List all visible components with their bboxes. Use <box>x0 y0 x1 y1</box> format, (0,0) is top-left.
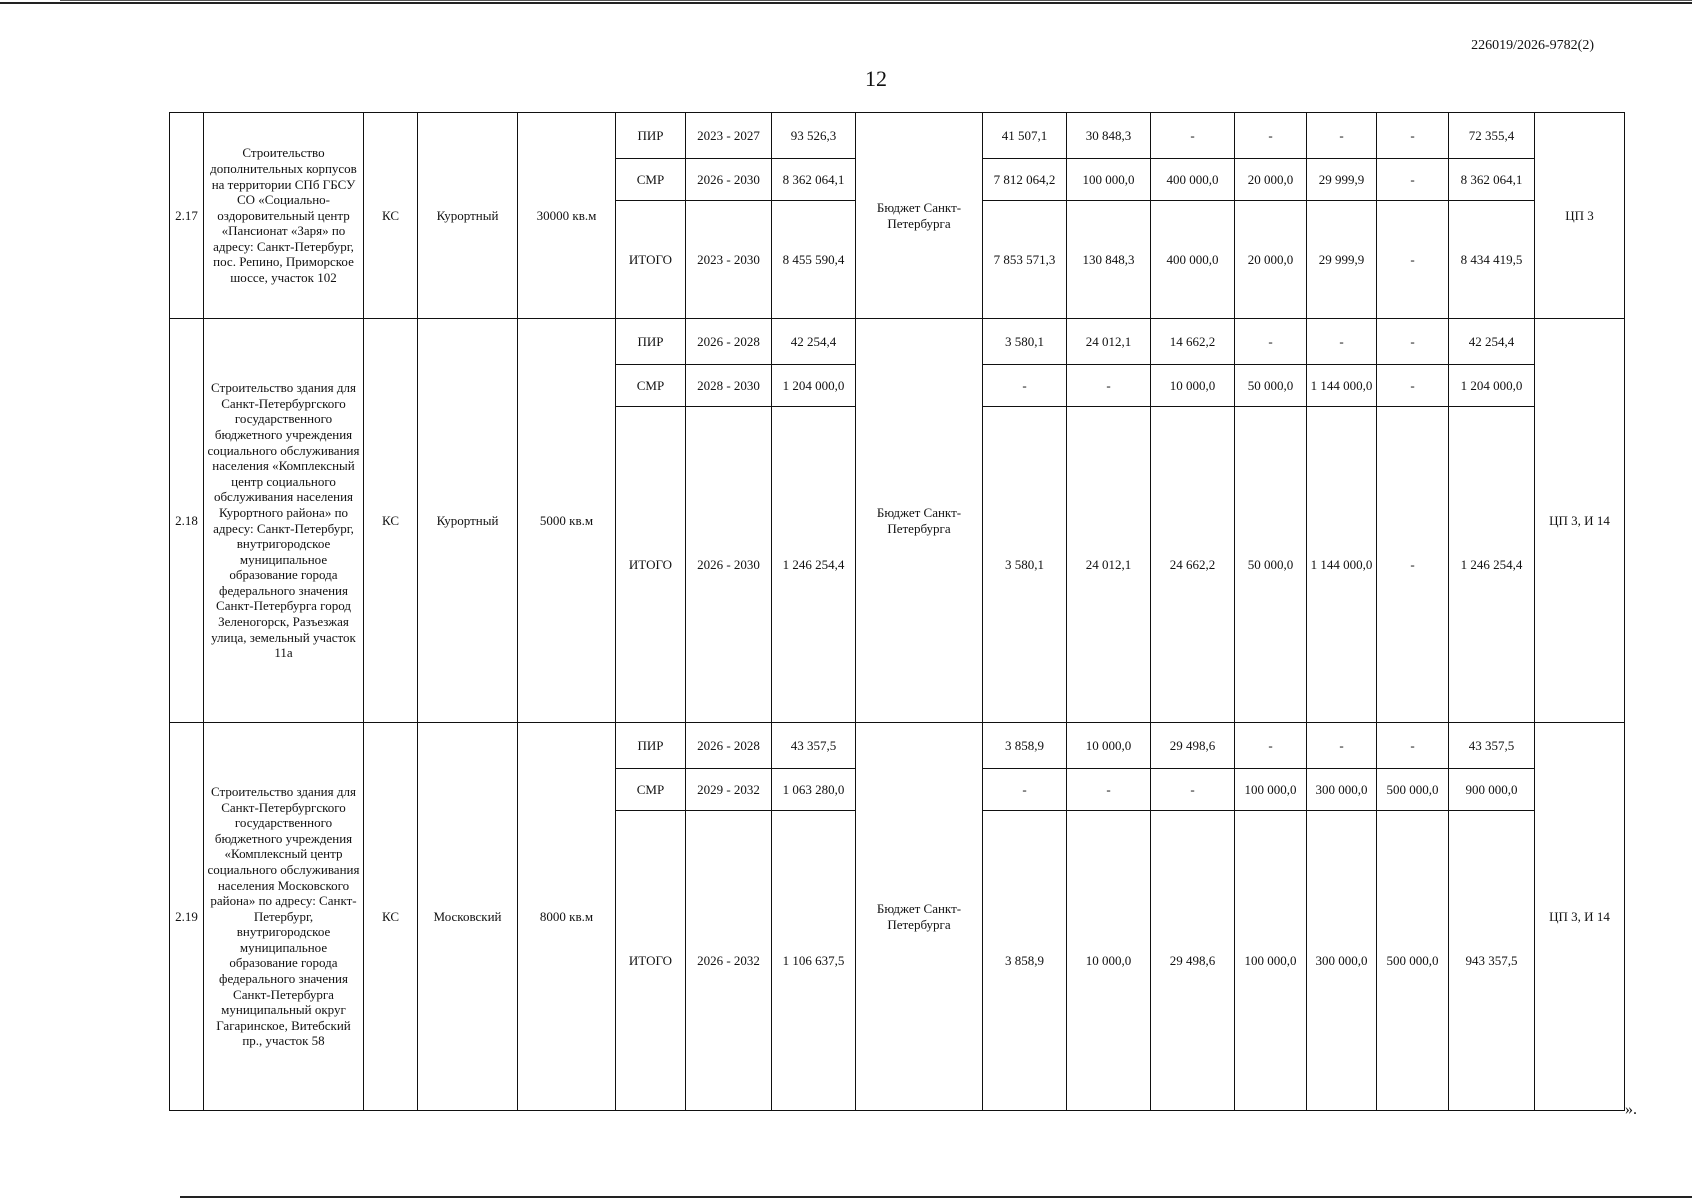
year6-cell: - <box>1377 201 1449 319</box>
year3-cell: 29 498,6 <box>1151 811 1235 1111</box>
stage-cell: СМР <box>616 159 686 201</box>
capacity-cell: 30000 кв.м <box>518 113 616 319</box>
period-cell: 2029 - 2032 <box>686 769 772 811</box>
page-number: 12 <box>865 66 887 91</box>
document-id: 226019/2026-9782(2) <box>1471 38 1594 53</box>
total-cell: 1 106 637,5 <box>772 811 856 1111</box>
year1-cell: 7 812 064,2 <box>983 159 1067 201</box>
type-cell: КС <box>364 319 418 723</box>
object-name-cell: Строительство здания для Санкт-Петербургского государственного бюджетного учреждения социального обслуживания населения «Комплексный центр социального обслуживания населения Курортного района» по адресу: Санкт-Петербург, внутригородское муниципальное образование города федерального значения Санкт-Петербурга город Зеленогорск, Разъезжая улица, земельный участок 11а <box>204 319 364 723</box>
year5-cell: - <box>1307 723 1377 769</box>
period-cell: 2026 - 2030 <box>686 407 772 723</box>
funding-source-cell: Бюджет Санкт-Петербурга <box>856 319 983 723</box>
year2-cell: - <box>1067 769 1151 811</box>
year5-cell: - <box>1307 113 1377 159</box>
sum-cell: 900 000,0 <box>1449 769 1535 811</box>
year2-cell: 24 012,1 <box>1067 407 1151 723</box>
year6-cell: - <box>1377 159 1449 201</box>
year3-cell: - <box>1151 113 1235 159</box>
year1-cell: 3 580,1 <box>983 407 1067 723</box>
sum-cell: 8 434 419,5 <box>1449 201 1535 319</box>
year2-cell: - <box>1067 365 1151 407</box>
year3-cell: 24 662,2 <box>1151 407 1235 723</box>
type-cell: КС <box>364 723 418 1111</box>
year4-cell: 50 000,0 <box>1235 365 1307 407</box>
stage-cell: ИТОГО <box>616 407 686 723</box>
year1-cell: 3 580,1 <box>983 319 1067 365</box>
program-cell: ЦП 3 <box>1535 113 1625 319</box>
total-cell: 42 254,4 <box>772 319 856 365</box>
total-cell: 43 357,5 <box>772 723 856 769</box>
district-cell: Курортный <box>418 319 518 723</box>
year6-cell: 500 000,0 <box>1377 811 1449 1111</box>
period-cell: 2023 - 2027 <box>686 113 772 159</box>
period-cell: 2026 - 2032 <box>686 811 772 1111</box>
object-name-cell: Строительство здания для Санкт-Петербургского государственного бюджетного учреждения «Комплексный центр социального обслуживания населения Московского района» по адресу: Санкт-Петербург, внутригородское муниципальное образование города федерального значения Санкт-Петербурга муниципальный округ Гагаринское, Витебский пр., участок 58 <box>204 723 364 1111</box>
item-number-cell: 2.19 <box>170 723 204 1111</box>
year4-cell: 20 000,0 <box>1235 159 1307 201</box>
district-cell: Курортный <box>418 113 518 319</box>
year1-cell: 41 507,1 <box>983 113 1067 159</box>
stage-cell: ИТОГО <box>616 201 686 319</box>
year5-cell: 300 000,0 <box>1307 769 1377 811</box>
stage-cell: ПИР <box>616 319 686 365</box>
year3-cell: 14 662,2 <box>1151 319 1235 365</box>
sum-cell: 8 362 064,1 <box>1449 159 1535 201</box>
period-cell: 2028 - 2030 <box>686 365 772 407</box>
year3-cell: 400 000,0 <box>1151 159 1235 201</box>
year5-cell: 1 144 000,0 <box>1307 365 1377 407</box>
item-number-cell: 2.17 <box>170 113 204 319</box>
year5-cell: 1 144 000,0 <box>1307 407 1377 723</box>
sum-cell: 72 355,4 <box>1449 113 1535 159</box>
year3-cell: 10 000,0 <box>1151 365 1235 407</box>
stage-cell: СМР <box>616 365 686 407</box>
total-cell: 1 246 254,4 <box>772 407 856 723</box>
type-cell: КС <box>364 113 418 319</box>
year3-cell: - <box>1151 769 1235 811</box>
year1-cell: - <box>983 365 1067 407</box>
object-name-cell: Строительство дополнительных корпусов на территории СПб ГБСУ СО «Социально-оздоровительный центр «Пансионат «Заря» по адресу: Санкт-Петербург, пос. Репино, Приморское шоссе, участок 102 <box>204 113 364 319</box>
year1-cell: 3 858,9 <box>983 811 1067 1111</box>
sum-cell: 943 357,5 <box>1449 811 1535 1111</box>
stage-cell: ИТОГО <box>616 811 686 1111</box>
sum-cell: 43 357,5 <box>1449 723 1535 769</box>
scan-edge-line <box>60 0 1692 1</box>
year5-cell: 29 999,9 <box>1307 201 1377 319</box>
year3-cell: 29 498,6 <box>1151 723 1235 769</box>
total-cell: 1 204 000,0 <box>772 365 856 407</box>
year6-cell: - <box>1377 407 1449 723</box>
year1-cell: 7 853 571,3 <box>983 201 1067 319</box>
capacity-cell: 8000 кв.м <box>518 723 616 1111</box>
year6-cell: - <box>1377 113 1449 159</box>
year2-cell: 100 000,0 <box>1067 159 1151 201</box>
year4-cell: - <box>1235 113 1307 159</box>
period-cell: 2026 - 2028 <box>686 723 772 769</box>
year4-cell: - <box>1235 319 1307 365</box>
total-cell: 8 362 064,1 <box>772 159 856 201</box>
year2-cell: 10 000,0 <box>1067 811 1151 1111</box>
total-cell: 8 455 590,4 <box>772 201 856 319</box>
funding-source-cell: Бюджет Санкт-Петербурга <box>856 723 983 1111</box>
year4-cell: - <box>1235 723 1307 769</box>
item-number-cell: 2.18 <box>170 319 204 723</box>
closing-quote-mark: ». <box>1625 1101 1637 1118</box>
year2-cell: 10 000,0 <box>1067 723 1151 769</box>
table-row <box>170 319 1625 365</box>
year6-cell: - <box>1377 723 1449 769</box>
table-row <box>170 723 1625 769</box>
year6-cell: 500 000,0 <box>1377 769 1449 811</box>
year5-cell: - <box>1307 319 1377 365</box>
total-cell: 93 526,3 <box>772 113 856 159</box>
year2-cell: 30 848,3 <box>1067 113 1151 159</box>
funding-source-cell: Бюджет Санкт-Петербурга <box>856 113 983 319</box>
year2-cell: 130 848,3 <box>1067 201 1151 319</box>
year1-cell: 3 858,9 <box>983 723 1067 769</box>
year4-cell: 100 000,0 <box>1235 811 1307 1111</box>
period-cell: 2026 - 2028 <box>686 319 772 365</box>
year2-cell: 24 012,1 <box>1067 319 1151 365</box>
district-cell: Московский <box>418 723 518 1111</box>
capacity-cell: 5000 кв.м <box>518 319 616 723</box>
total-cell: 1 063 280,0 <box>772 769 856 811</box>
period-cell: 2026 - 2030 <box>686 159 772 201</box>
year6-cell: - <box>1377 365 1449 407</box>
program-cell: ЦП 3, И 14 <box>1535 319 1625 723</box>
budget-table <box>169 112 1625 1111</box>
sum-cell: 42 254,4 <box>1449 319 1535 365</box>
program-cell: ЦП 3, И 14 <box>1535 723 1625 1111</box>
period-cell: 2023 - 2030 <box>686 201 772 319</box>
year6-cell: - <box>1377 319 1449 365</box>
table-row <box>170 113 1625 159</box>
year4-cell: 20 000,0 <box>1235 201 1307 319</box>
year5-cell: 300 000,0 <box>1307 811 1377 1111</box>
scan-edge-line <box>180 1196 1692 1198</box>
year1-cell: - <box>983 769 1067 811</box>
sum-cell: 1 246 254,4 <box>1449 407 1535 723</box>
year3-cell: 400 000,0 <box>1151 201 1235 319</box>
stage-cell: ПИР <box>616 113 686 159</box>
scan-edge-line <box>0 2 1692 4</box>
sum-cell: 1 204 000,0 <box>1449 365 1535 407</box>
stage-cell: ПИР <box>616 723 686 769</box>
year4-cell: 100 000,0 <box>1235 769 1307 811</box>
year5-cell: 29 999,9 <box>1307 159 1377 201</box>
stage-cell: СМР <box>616 769 686 811</box>
year4-cell: 50 000,0 <box>1235 407 1307 723</box>
